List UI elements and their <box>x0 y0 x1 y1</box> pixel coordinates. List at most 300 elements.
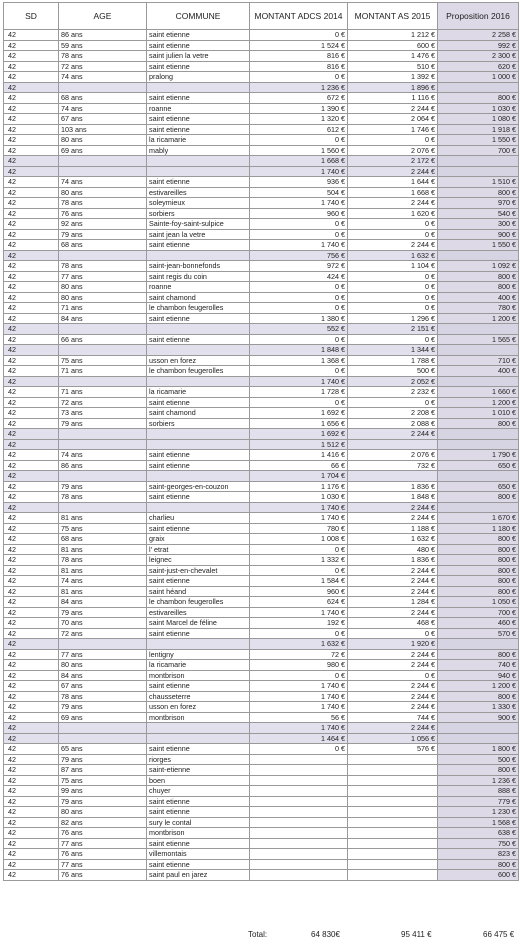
table-row <box>4 334 519 345</box>
cell-sd: 42 <box>4 30 59 41</box>
cell-montant-adcs-2014: 552 € <box>250 324 348 335</box>
cell-montant-adcs-2014 <box>250 838 348 849</box>
cell-commune: villemontais <box>147 849 250 860</box>
total-montant-as-2015: 95 411 € <box>401 930 432 939</box>
cell-montant-adcs-2014: 1 704 € <box>250 471 348 482</box>
table-row <box>4 765 519 776</box>
cell-age: 78 ans <box>59 691 147 702</box>
cell-montant-adcs-2014: 1 464 € <box>250 733 348 744</box>
table-row <box>4 607 519 618</box>
cell-montant-as-2015 <box>348 817 438 828</box>
table-row <box>4 786 519 797</box>
cell-montant-adcs-2014: 1 390 € <box>250 103 348 114</box>
cell-montant-as-2015: 1 896 € <box>348 82 438 93</box>
cell-montant-as-2015: 2 244 € <box>348 198 438 209</box>
cell-commune: saint jean la vetre <box>147 229 250 240</box>
cell-proposition-2016: 638 € <box>438 828 519 839</box>
cell-commune: saint chamond <box>147 408 250 419</box>
header-proposition-2016: Proposition 2016 <box>438 3 519 30</box>
table-row <box>4 135 519 146</box>
cell-montant-adcs-2014: 0 € <box>250 72 348 83</box>
cell-montant-as-2015: 2 244 € <box>348 103 438 114</box>
cell-montant-as-2015: 1 632 € <box>348 250 438 261</box>
cell-sd: 42 <box>4 387 59 398</box>
cell-montant-adcs-2014: 672 € <box>250 93 348 104</box>
cell-montant-as-2015: 2 172 € <box>348 156 438 167</box>
cell-age: 81 ans <box>59 586 147 597</box>
cell-proposition-2016 <box>438 723 519 734</box>
cell-commune: riorges <box>147 754 250 765</box>
cell-age <box>59 376 147 387</box>
cell-age: 69 ans <box>59 145 147 156</box>
cell-age: 68 ans <box>59 534 147 545</box>
cell-age: 59 ans <box>59 40 147 51</box>
cell-montant-as-2015: 0 € <box>348 334 438 345</box>
cell-sd: 42 <box>4 219 59 230</box>
cell-age: 78 ans <box>59 198 147 209</box>
cell-montant-adcs-2014: 960 € <box>250 208 348 219</box>
cell-age <box>59 82 147 93</box>
cell-proposition-2016: 1 670 € <box>438 513 519 524</box>
cell-montant-adcs-2014: 1 668 € <box>250 156 348 167</box>
cell-proposition-2016 <box>438 439 519 450</box>
cell-montant-adcs-2014 <box>250 807 348 818</box>
cell-montant-as-2015 <box>348 807 438 818</box>
cell-montant-as-2015: 1 644 € <box>348 177 438 188</box>
cell-age: 70 ans <box>59 618 147 629</box>
cell-age: 74 ans <box>59 177 147 188</box>
cell-age: 67 ans <box>59 681 147 692</box>
cell-sd: 42 <box>4 72 59 83</box>
cell-commune: sorbiers <box>147 418 250 429</box>
cell-montant-as-2015: 1 836 € <box>348 555 438 566</box>
cell-montant-adcs-2014 <box>250 775 348 786</box>
cell-commune: saint etienne <box>147 177 250 188</box>
cell-proposition-2016 <box>438 324 519 335</box>
cell-montant-adcs-2014: 1 740 € <box>250 502 348 513</box>
cell-montant-as-2015: 0 € <box>348 292 438 303</box>
table-row <box>4 187 519 198</box>
allocation-table <box>3 2 519 881</box>
cell-sd: 42 <box>4 229 59 240</box>
cell-montant-adcs-2014 <box>250 796 348 807</box>
cell-commune: mably <box>147 145 250 156</box>
table-row <box>4 691 519 702</box>
cell-proposition-2016: 800 € <box>438 649 519 660</box>
cell-proposition-2016: 800 € <box>438 271 519 282</box>
cell-commune: l' etrat <box>147 544 250 555</box>
cell-proposition-2016: 1 000 € <box>438 72 519 83</box>
cell-commune: la ricamarie <box>147 387 250 398</box>
cell-age: 80 ans <box>59 292 147 303</box>
cell-sd: 42 <box>4 492 59 503</box>
cell-montant-adcs-2014: 1 692 € <box>250 408 348 419</box>
cell-montant-as-2015: 1 188 € <box>348 523 438 534</box>
cell-sd: 42 <box>4 460 59 471</box>
cell-commune: estivareilles <box>147 607 250 618</box>
cell-age: 99 ans <box>59 786 147 797</box>
cell-montant-as-2015: 2 244 € <box>348 166 438 177</box>
cell-proposition-2016: 800 € <box>438 765 519 776</box>
table-row <box>4 282 519 293</box>
cell-proposition-2016: 700 € <box>438 145 519 156</box>
table-row <box>4 744 519 755</box>
cell-montant-as-2015: 0 € <box>348 135 438 146</box>
cell-proposition-2016: 780 € <box>438 303 519 314</box>
cell-sd: 42 <box>4 744 59 755</box>
cell-proposition-2016: 900 € <box>438 229 519 240</box>
cell-montant-as-2015: 1 620 € <box>348 208 438 219</box>
cell-age: 79 ans <box>59 702 147 713</box>
table-row <box>4 681 519 692</box>
cell-age <box>59 439 147 450</box>
cell-sd: 42 <box>4 250 59 261</box>
cell-montant-as-2015: 2 244 € <box>348 607 438 618</box>
cell-montant-as-2015: 0 € <box>348 670 438 681</box>
table-row <box>4 51 519 62</box>
cell-montant-adcs-2014: 66 € <box>250 460 348 471</box>
cell-montant-as-2015: 1 848 € <box>348 492 438 503</box>
cell-montant-adcs-2014 <box>250 859 348 870</box>
cell-commune: usson en forez <box>147 702 250 713</box>
cell-age: 81 ans <box>59 544 147 555</box>
table-row <box>4 418 519 429</box>
cell-proposition-2016 <box>438 429 519 440</box>
table-row <box>4 30 519 41</box>
header-commune: COMMUNE <box>147 3 250 30</box>
cell-montant-as-2015: 1 392 € <box>348 72 438 83</box>
cell-commune: saint etienne <box>147 859 250 870</box>
cell-montant-adcs-2014: 1 740 € <box>250 607 348 618</box>
cell-sd: 42 <box>4 607 59 618</box>
cell-proposition-2016 <box>438 345 519 356</box>
cell-montant-as-2015 <box>348 796 438 807</box>
table-row <box>4 523 519 534</box>
cell-sd: 42 <box>4 796 59 807</box>
cell-age: 79 ans <box>59 418 147 429</box>
table-row <box>4 82 519 93</box>
table-row <box>4 555 519 566</box>
cell-sd: 42 <box>4 555 59 566</box>
table-row <box>4 565 519 576</box>
cell-montant-adcs-2014: 0 € <box>250 544 348 555</box>
cell-montant-as-2015: 1 476 € <box>348 51 438 62</box>
cell-montant-as-2015: 480 € <box>348 544 438 555</box>
cell-age: 72 ans <box>59 61 147 72</box>
cell-sd: 42 <box>4 513 59 524</box>
cell-age: 68 ans <box>59 93 147 104</box>
cell-proposition-2016: 1 550 € <box>438 135 519 146</box>
cell-montant-as-2015 <box>348 859 438 870</box>
cell-montant-adcs-2014: 1 740 € <box>250 166 348 177</box>
header-row <box>4 3 519 30</box>
cell-montant-adcs-2014 <box>250 849 348 860</box>
cell-age: 103 ans <box>59 124 147 135</box>
table-row <box>4 145 519 156</box>
cell-sd: 42 <box>4 859 59 870</box>
cell-sd: 42 <box>4 282 59 293</box>
table-row <box>4 460 519 471</box>
cell-proposition-2016: 1 790 € <box>438 450 519 461</box>
cell-age: 74 ans <box>59 72 147 83</box>
table-row <box>4 628 519 639</box>
cell-commune: saint etienne <box>147 492 250 503</box>
header-montant-adcs-2014: MONTANT ADCS 2014 <box>250 3 348 30</box>
cell-montant-adcs-2014: 504 € <box>250 187 348 198</box>
cell-montant-as-2015: 2 244 € <box>348 513 438 524</box>
cell-sd: 42 <box>4 838 59 849</box>
cell-age <box>59 166 147 177</box>
cell-sd: 42 <box>4 639 59 650</box>
cell-commune: pralong <box>147 72 250 83</box>
cell-montant-as-2015: 2 244 € <box>348 586 438 597</box>
totals-row <box>3 930 518 942</box>
cell-montant-adcs-2014: 1 524 € <box>250 40 348 51</box>
cell-montant-as-2015 <box>348 870 438 881</box>
cell-commune: saint etienne <box>147 576 250 587</box>
table-row <box>4 313 519 324</box>
cell-age <box>59 345 147 356</box>
cell-proposition-2016 <box>438 733 519 744</box>
table-row <box>4 492 519 503</box>
table-row <box>4 103 519 114</box>
table-row <box>4 72 519 83</box>
cell-montant-adcs-2014: 1 740 € <box>250 376 348 387</box>
cell-montant-adcs-2014: 1 380 € <box>250 313 348 324</box>
cell-proposition-2016: 2 258 € <box>438 30 519 41</box>
cell-proposition-2016: 779 € <box>438 796 519 807</box>
cell-montant-adcs-2014: 1 740 € <box>250 691 348 702</box>
cell-montant-adcs-2014: 972 € <box>250 261 348 272</box>
cell-sd: 42 <box>4 649 59 660</box>
cell-age: 84 ans <box>59 670 147 681</box>
cell-montant-adcs-2014: 1 728 € <box>250 387 348 398</box>
cell-age: 80 ans <box>59 807 147 818</box>
cell-proposition-2016: 800 € <box>438 859 519 870</box>
cell-commune: sorbiers <box>147 208 250 219</box>
cell-montant-as-2015: 1 746 € <box>348 124 438 135</box>
cell-sd: 42 <box>4 187 59 198</box>
cell-commune: saint etienne <box>147 450 250 461</box>
cell-commune: la ricamarie <box>147 660 250 671</box>
cell-montant-adcs-2014: 0 € <box>250 366 348 377</box>
cell-commune: saint etienne <box>147 744 250 755</box>
cell-proposition-2016 <box>438 156 519 167</box>
cell-age: 75 ans <box>59 523 147 534</box>
table-row <box>4 114 519 125</box>
table-row <box>4 156 519 167</box>
cell-commune <box>147 723 250 734</box>
cell-sd: 42 <box>4 660 59 671</box>
cell-sd: 42 <box>4 418 59 429</box>
table-row <box>4 849 519 860</box>
cell-sd: 42 <box>4 271 59 282</box>
table-row <box>4 40 519 51</box>
cell-proposition-2016: 1 010 € <box>438 408 519 419</box>
table-row <box>4 250 519 261</box>
cell-age: 78 ans <box>59 261 147 272</box>
table-row <box>4 649 519 660</box>
cell-montant-as-2015 <box>348 754 438 765</box>
cell-age: 79 ans <box>59 607 147 618</box>
table-row <box>4 807 519 818</box>
cell-sd: 42 <box>4 313 59 324</box>
cell-sd: 42 <box>4 534 59 545</box>
cell-proposition-2016: 800 € <box>438 534 519 545</box>
cell-sd: 42 <box>4 177 59 188</box>
cell-montant-as-2015: 2 244 € <box>348 576 438 587</box>
cell-commune: saint etienne <box>147 460 250 471</box>
cell-montant-adcs-2014: 1 632 € <box>250 639 348 650</box>
cell-proposition-2016 <box>438 166 519 177</box>
cell-sd: 42 <box>4 450 59 461</box>
cell-proposition-2016: 970 € <box>438 198 519 209</box>
cell-montant-adcs-2014: 0 € <box>250 670 348 681</box>
table-row <box>4 177 519 188</box>
cell-montant-adcs-2014: 980 € <box>250 660 348 671</box>
cell-montant-as-2015: 2 052 € <box>348 376 438 387</box>
cell-montant-adcs-2014: 1 416 € <box>250 450 348 461</box>
cell-commune: saint etienne <box>147 40 250 51</box>
cell-montant-adcs-2014 <box>250 754 348 765</box>
cell-age: 77 ans <box>59 271 147 282</box>
cell-montant-adcs-2014: 0 € <box>250 397 348 408</box>
table-row <box>4 240 519 251</box>
cell-sd: 42 <box>4 376 59 387</box>
cell-sd: 42 <box>4 240 59 251</box>
cell-montant-adcs-2014: 192 € <box>250 618 348 629</box>
cell-montant-adcs-2014: 0 € <box>250 292 348 303</box>
cell-montant-as-2015: 2 076 € <box>348 145 438 156</box>
cell-proposition-2016: 888 € <box>438 786 519 797</box>
cell-commune <box>147 471 250 482</box>
cell-commune: saint etienne <box>147 93 250 104</box>
table-row <box>4 303 519 314</box>
table-row <box>4 271 519 282</box>
cell-commune: saint etienne <box>147 681 250 692</box>
table-row <box>4 366 519 377</box>
cell-proposition-2016: 1 200 € <box>438 681 519 692</box>
cell-age: 82 ans <box>59 817 147 828</box>
cell-montant-adcs-2014 <box>250 870 348 881</box>
cell-proposition-2016 <box>438 639 519 650</box>
cell-commune: saint etienne <box>147 240 250 251</box>
cell-commune: lentigny <box>147 649 250 660</box>
cell-montant-as-2015: 2 244 € <box>348 723 438 734</box>
cell-age: 76 ans <box>59 849 147 860</box>
cell-sd: 42 <box>4 691 59 702</box>
cell-sd: 42 <box>4 523 59 534</box>
cell-sd: 42 <box>4 40 59 51</box>
cell-montant-as-2015: 2 244 € <box>348 649 438 660</box>
cell-montant-adcs-2014 <box>250 817 348 828</box>
cell-sd: 42 <box>4 670 59 681</box>
cell-age: 80 ans <box>59 660 147 671</box>
cell-montant-adcs-2014: 1 030 € <box>250 492 348 503</box>
table-row <box>4 513 519 524</box>
cell-proposition-2016 <box>438 471 519 482</box>
cell-sd: 42 <box>4 114 59 125</box>
cell-commune <box>147 376 250 387</box>
total-proposition-2016: 66 475 € <box>483 930 515 939</box>
cell-montant-as-2015: 1 632 € <box>348 534 438 545</box>
cell-sd: 42 <box>4 439 59 450</box>
cell-sd: 42 <box>4 324 59 335</box>
cell-commune: saint etienne <box>147 397 250 408</box>
table-row <box>4 345 519 356</box>
cell-age <box>59 324 147 335</box>
cell-proposition-2016: 992 € <box>438 40 519 51</box>
table-row <box>4 166 519 177</box>
cell-commune: montbrison <box>147 712 250 723</box>
cell-montant-as-2015: 2 244 € <box>348 240 438 251</box>
cell-sd: 42 <box>4 849 59 860</box>
cell-montant-adcs-2014: 1 740 € <box>250 723 348 734</box>
cell-age <box>59 502 147 513</box>
cell-sd: 42 <box>4 870 59 881</box>
cell-proposition-2016: 800 € <box>438 691 519 702</box>
cell-montant-adcs-2014: 780 € <box>250 523 348 534</box>
cell-montant-as-2015: 1 104 € <box>348 261 438 272</box>
cell-montant-as-2015: 0 € <box>348 271 438 282</box>
cell-commune: chausseterre <box>147 691 250 702</box>
cell-commune: Sainte-foy-saint-sulpice <box>147 219 250 230</box>
cell-sd: 42 <box>4 681 59 692</box>
cell-age: 71 ans <box>59 303 147 314</box>
cell-sd: 42 <box>4 502 59 513</box>
cell-age <box>59 250 147 261</box>
cell-sd: 42 <box>4 786 59 797</box>
cell-commune: saint regis du coin <box>147 271 250 282</box>
header-montant-as-2015: MONTANT AS 2015 <box>348 3 438 30</box>
cell-age: 80 ans <box>59 187 147 198</box>
cell-commune: la ricamarie <box>147 135 250 146</box>
table-row <box>4 93 519 104</box>
cell-montant-as-2015: 1 212 € <box>348 30 438 41</box>
cell-montant-adcs-2014: 1 692 € <box>250 429 348 440</box>
cell-commune <box>147 250 250 261</box>
cell-montant-adcs-2014: 0 € <box>250 135 348 146</box>
cell-montant-as-2015 <box>348 849 438 860</box>
cell-sd: 42 <box>4 481 59 492</box>
cell-age: 79 ans <box>59 229 147 240</box>
cell-proposition-2016: 800 € <box>438 187 519 198</box>
table-row <box>4 733 519 744</box>
cell-montant-adcs-2014: 1 512 € <box>250 439 348 450</box>
cell-commune: le chambon feugerolles <box>147 303 250 314</box>
cell-sd: 42 <box>4 261 59 272</box>
cell-sd: 42 <box>4 765 59 776</box>
table-row <box>4 702 519 713</box>
cell-montant-adcs-2014: 1 320 € <box>250 114 348 125</box>
cell-sd: 42 <box>4 145 59 156</box>
cell-proposition-2016: 800 € <box>438 565 519 576</box>
cell-montant-as-2015: 2 244 € <box>348 691 438 702</box>
cell-proposition-2016: 1 030 € <box>438 103 519 114</box>
cell-montant-adcs-2014: 1 656 € <box>250 418 348 429</box>
cell-proposition-2016: 1 330 € <box>438 702 519 713</box>
cell-commune: montbrison <box>147 670 250 681</box>
cell-montant-as-2015: 1 116 € <box>348 93 438 104</box>
cell-montant-as-2015 <box>348 471 438 482</box>
table-row <box>4 429 519 440</box>
table-row <box>4 219 519 230</box>
cell-commune: graix <box>147 534 250 545</box>
cell-commune: montbrison <box>147 828 250 839</box>
cell-sd: 42 <box>4 544 59 555</box>
cell-age: 84 ans <box>59 313 147 324</box>
cell-montant-as-2015: 510 € <box>348 61 438 72</box>
